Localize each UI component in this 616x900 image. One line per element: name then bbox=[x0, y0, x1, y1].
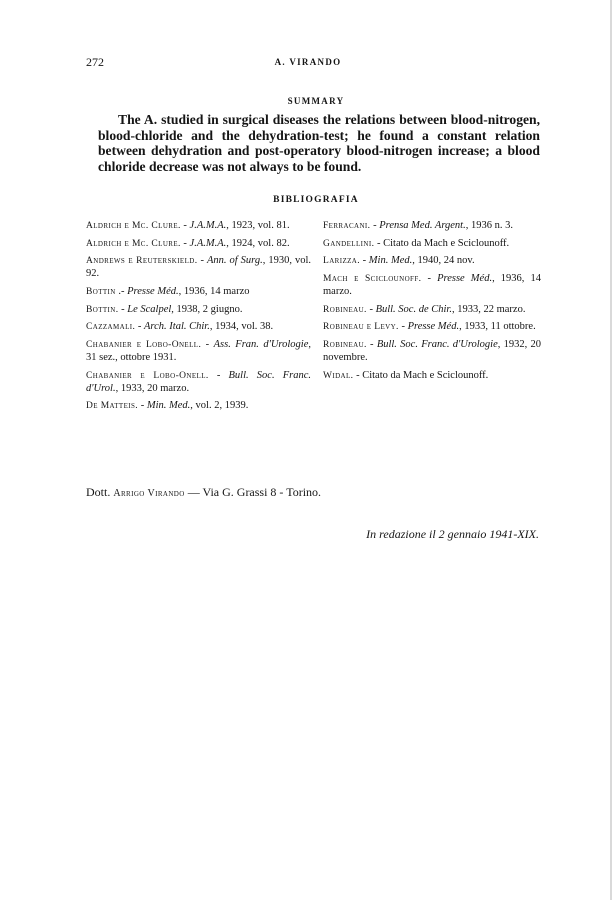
entry-source: Bull. Soc. Franc. d'Urol. bbox=[86, 369, 312, 394]
entry-details: , 1932, 20 novembre. bbox=[323, 339, 542, 364]
bibliography-left-column bbox=[86, 220, 311, 418]
entry-details: , 1934, vol. 38. bbox=[209, 321, 274, 333]
entry-author: Aldrich e Mc. Clure. bbox=[86, 221, 181, 231]
entry-separator: - bbox=[201, 339, 214, 351]
entry-author: De Matteis. bbox=[86, 401, 139, 412]
entry-author: Ferracani. bbox=[323, 221, 371, 231]
entry-source: Arch. Ital. Chir. bbox=[144, 321, 210, 333]
bibliography-entry bbox=[86, 321, 311, 334]
entry-source: Presse Méd. bbox=[127, 286, 179, 298]
entry-author: Bottin. bbox=[86, 304, 119, 315]
bibliography-entry bbox=[323, 255, 541, 268]
bibliography-entry bbox=[86, 255, 311, 281]
entry-details: , 31 sez., ottobre 1931. bbox=[86, 339, 311, 364]
entry-source: J.A.M.A. bbox=[189, 237, 227, 249]
entry-author: Cazzamali. bbox=[86, 322, 136, 333]
entry-source: Presse Méd. bbox=[407, 321, 460, 333]
bibliography-entry bbox=[323, 220, 541, 233]
entry-author: Aldrich e Mc. Clure. bbox=[86, 238, 181, 249]
bibliography-entry bbox=[323, 238, 541, 251]
entry-separator: .- bbox=[115, 286, 128, 298]
entry-separator: - bbox=[374, 237, 384, 249]
entry-details: Citato da Mach e Sciclounoff. bbox=[383, 237, 510, 249]
entry-source: Ann. of Surg. bbox=[206, 255, 263, 267]
author-name: Arrigo Virando bbox=[113, 488, 185, 499]
entry-details: , 1923, vol. 81. bbox=[226, 220, 290, 231]
entry-author: Mach e Sciclounoff. bbox=[323, 274, 422, 285]
entry-separator: - bbox=[398, 321, 408, 333]
bibliography-entry bbox=[323, 304, 541, 317]
entry-source: Min. Med. bbox=[146, 400, 191, 412]
bibliography-entry bbox=[323, 370, 541, 383]
summary-text: The A. studied in surgical diseases the relations between blood-nitrogen, blood-chloride and the dehydration-test; he found a constant relation between dehydration and post-operatory blood-nitrogen increase; a blood chloride decrease was not always to be found. bbox=[98, 112, 540, 174]
bibliography-entry bbox=[86, 304, 311, 317]
entry-author: Larizza. bbox=[323, 256, 361, 267]
bibliography-heading: BIBLIOGRAFIA bbox=[273, 195, 359, 205]
entry-author: Widal. bbox=[323, 370, 354, 381]
author-title: Dott. bbox=[86, 485, 111, 499]
entry-author: Chabanier e Lobo-Onell. bbox=[86, 340, 202, 351]
entry-details: Citato da Mach e Sciclounoff. bbox=[362, 369, 489, 381]
entry-details: , 1933, 11 ottobre. bbox=[459, 321, 536, 333]
entry-separator: - bbox=[208, 369, 229, 381]
entry-source: J.A.M.A. bbox=[189, 220, 227, 231]
entry-details: , vol. 2, 1939. bbox=[190, 400, 249, 412]
entry-separator: - bbox=[180, 220, 190, 231]
entry-separator: - bbox=[366, 339, 377, 351]
entry-separator: - bbox=[135, 321, 145, 333]
entry-details: , 1940, 24 nov. bbox=[412, 255, 475, 267]
entry-author: Andrews e Reuterskield. bbox=[86, 256, 198, 267]
entry-separator: - bbox=[421, 273, 438, 285]
entry-author: Chabanier e Lobo-Onell. bbox=[86, 370, 209, 381]
bibliography-entry bbox=[86, 339, 311, 365]
bibliography-entry bbox=[323, 321, 541, 334]
summary-heading: SUMMARY bbox=[287, 96, 345, 106]
entry-source: Presse Méd. bbox=[437, 273, 493, 285]
entry-details: , 1936, 14 marzo. bbox=[323, 273, 542, 298]
entry-author: Robineau e Levy. bbox=[323, 322, 399, 333]
entry-source: Le Scalpel bbox=[127, 303, 172, 315]
entry-separator: - bbox=[180, 237, 190, 249]
entry-separator: - bbox=[360, 255, 369, 267]
address-text: — Via G. Grassi 8 - Torino. bbox=[187, 485, 322, 499]
entry-author: Robineau. bbox=[323, 304, 367, 315]
entry-details: , 1930, vol. 92. bbox=[86, 255, 311, 280]
entry-separator: - bbox=[370, 220, 380, 231]
entry-author: Gandellini. bbox=[323, 238, 375, 249]
bibliography-entry bbox=[323, 339, 541, 365]
entry-author: Bottin bbox=[86, 287, 116, 298]
entry-author: Robineau. bbox=[323, 340, 367, 351]
entry-separator: - bbox=[118, 303, 128, 315]
entry-separator: - bbox=[353, 369, 363, 381]
bibliography-right-column bbox=[323, 220, 541, 387]
bibliography-entry bbox=[86, 286, 311, 299]
received-date: In redazione il 2 gennaio 1941-XIX. bbox=[366, 527, 539, 541]
entry-details: , 1936 n. 3. bbox=[465, 220, 513, 231]
entry-source: Bull. Soc. Franc. d'Urologie bbox=[376, 339, 498, 351]
entry-details: , 1938, 2 giugno. bbox=[171, 303, 243, 315]
entry-details: , 1933, 20 marzo. bbox=[115, 382, 190, 394]
bibliography-entry bbox=[323, 273, 541, 299]
page-number: 272 bbox=[86, 55, 104, 69]
author-address bbox=[86, 485, 321, 500]
entry-details: , 1936, 14 marzo bbox=[178, 286, 250, 298]
entry-source: Prensa Med. Argent. bbox=[379, 220, 466, 231]
bibliography-entry bbox=[86, 220, 311, 233]
entry-separator: - bbox=[197, 255, 207, 267]
entry-details: , 1933, 22 marzo. bbox=[451, 303, 526, 315]
page-edge bbox=[610, 0, 612, 900]
entry-source: Ass. Fran. d'Urologie bbox=[213, 339, 309, 351]
bibliography-entry bbox=[86, 400, 311, 413]
entry-separator: - bbox=[366, 303, 376, 315]
entry-source: Bull. Soc. de Chir. bbox=[375, 303, 452, 315]
bibliography-entry bbox=[86, 370, 311, 396]
bibliography-entry bbox=[86, 238, 311, 251]
entry-source: Min. Med. bbox=[368, 255, 413, 267]
entry-details: , 1924, vol. 82. bbox=[226, 237, 290, 249]
running-title: A. VIRANDO bbox=[274, 57, 342, 67]
entry-separator: - bbox=[138, 400, 147, 412]
